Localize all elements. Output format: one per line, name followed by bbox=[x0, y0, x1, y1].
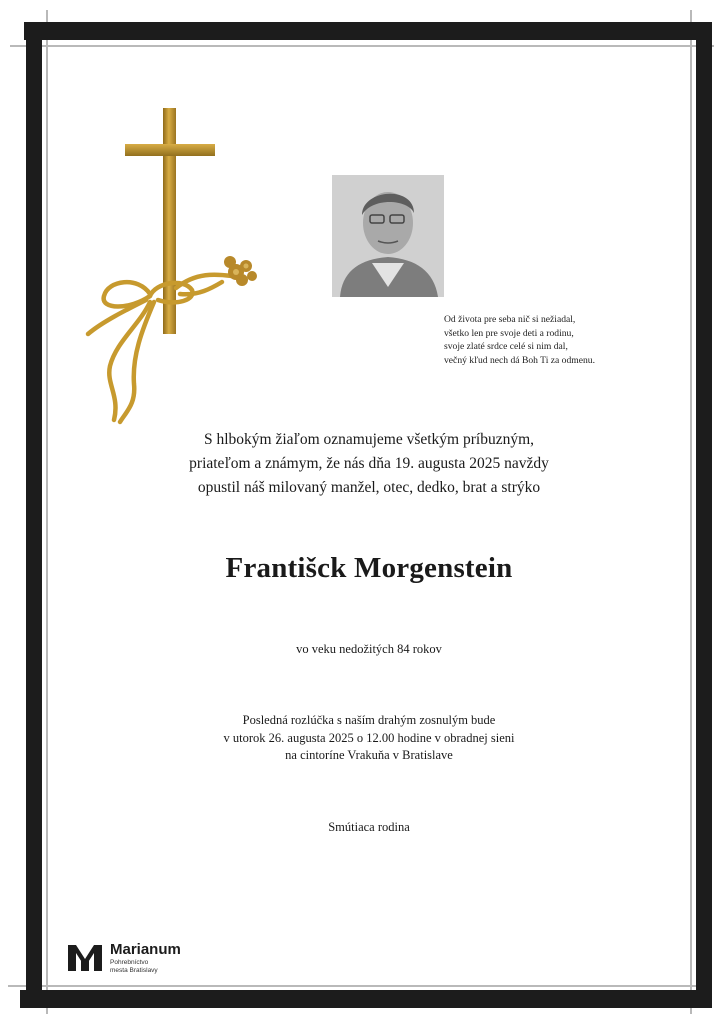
announcement-line: opustil náš milovaný manžel, otec, dedko, brat a strýko bbox=[197, 479, 541, 496]
portrait-photo bbox=[332, 175, 444, 297]
logo-name: Marianum bbox=[110, 941, 181, 958]
mourning-border-right bbox=[696, 22, 712, 1008]
mourning-border-top bbox=[24, 22, 712, 40]
mourning-border-bottom bbox=[20, 990, 710, 1008]
age-text: vo veku nedožitých 84 rokov bbox=[296, 642, 442, 656]
memorial-verse bbox=[444, 313, 694, 367]
marianum-logo-icon bbox=[68, 943, 102, 973]
mourning-border-left bbox=[26, 22, 42, 1008]
funeral-details bbox=[48, 712, 690, 765]
verse-line: večný kľud nech dá Boh Ti za odmenu. bbox=[444, 354, 595, 366]
logo-subtitle-line: mesta Bratislavy bbox=[110, 966, 158, 974]
logo-subtitle bbox=[110, 959, 158, 974]
verse-line: Od života pre seba nič si nežiadal, bbox=[444, 314, 576, 325]
family-signature: Smútiaca rodina bbox=[328, 820, 410, 834]
card-line-top bbox=[10, 45, 714, 47]
card-line-left bbox=[46, 10, 48, 1014]
announcement-line: priateľom a známym, že nás dňa 19. augusta 2025 navždy bbox=[189, 455, 549, 472]
announcement-line: S hlbokým žiaľom oznamujeme všetkým príbuzným, bbox=[203, 431, 535, 448]
cross-icon bbox=[80, 104, 260, 428]
verse-line: svoje zlaté srdce celé si nim dal, bbox=[444, 341, 568, 352]
logo-subtitle-line: Pohrebníctvo bbox=[110, 959, 149, 966]
card-line-bottom bbox=[8, 985, 712, 987]
card-line-right bbox=[690, 10, 692, 1014]
farewell-line: v utorok 26. augusta 2025 o 12.00 hodine v obradnej sieni bbox=[223, 730, 515, 745]
verse-line: všetko len pre svoje deti a rodinu, bbox=[444, 327, 574, 339]
deceased-name: Františck Morgenstein bbox=[225, 552, 513, 584]
death-announcement bbox=[48, 428, 690, 500]
farewell-line: na cintoríne Vrakuňa v Bratislave bbox=[285, 748, 453, 762]
farewell-line: Posledná rozlúčka s naším drahým zosnulým bude bbox=[242, 713, 496, 727]
